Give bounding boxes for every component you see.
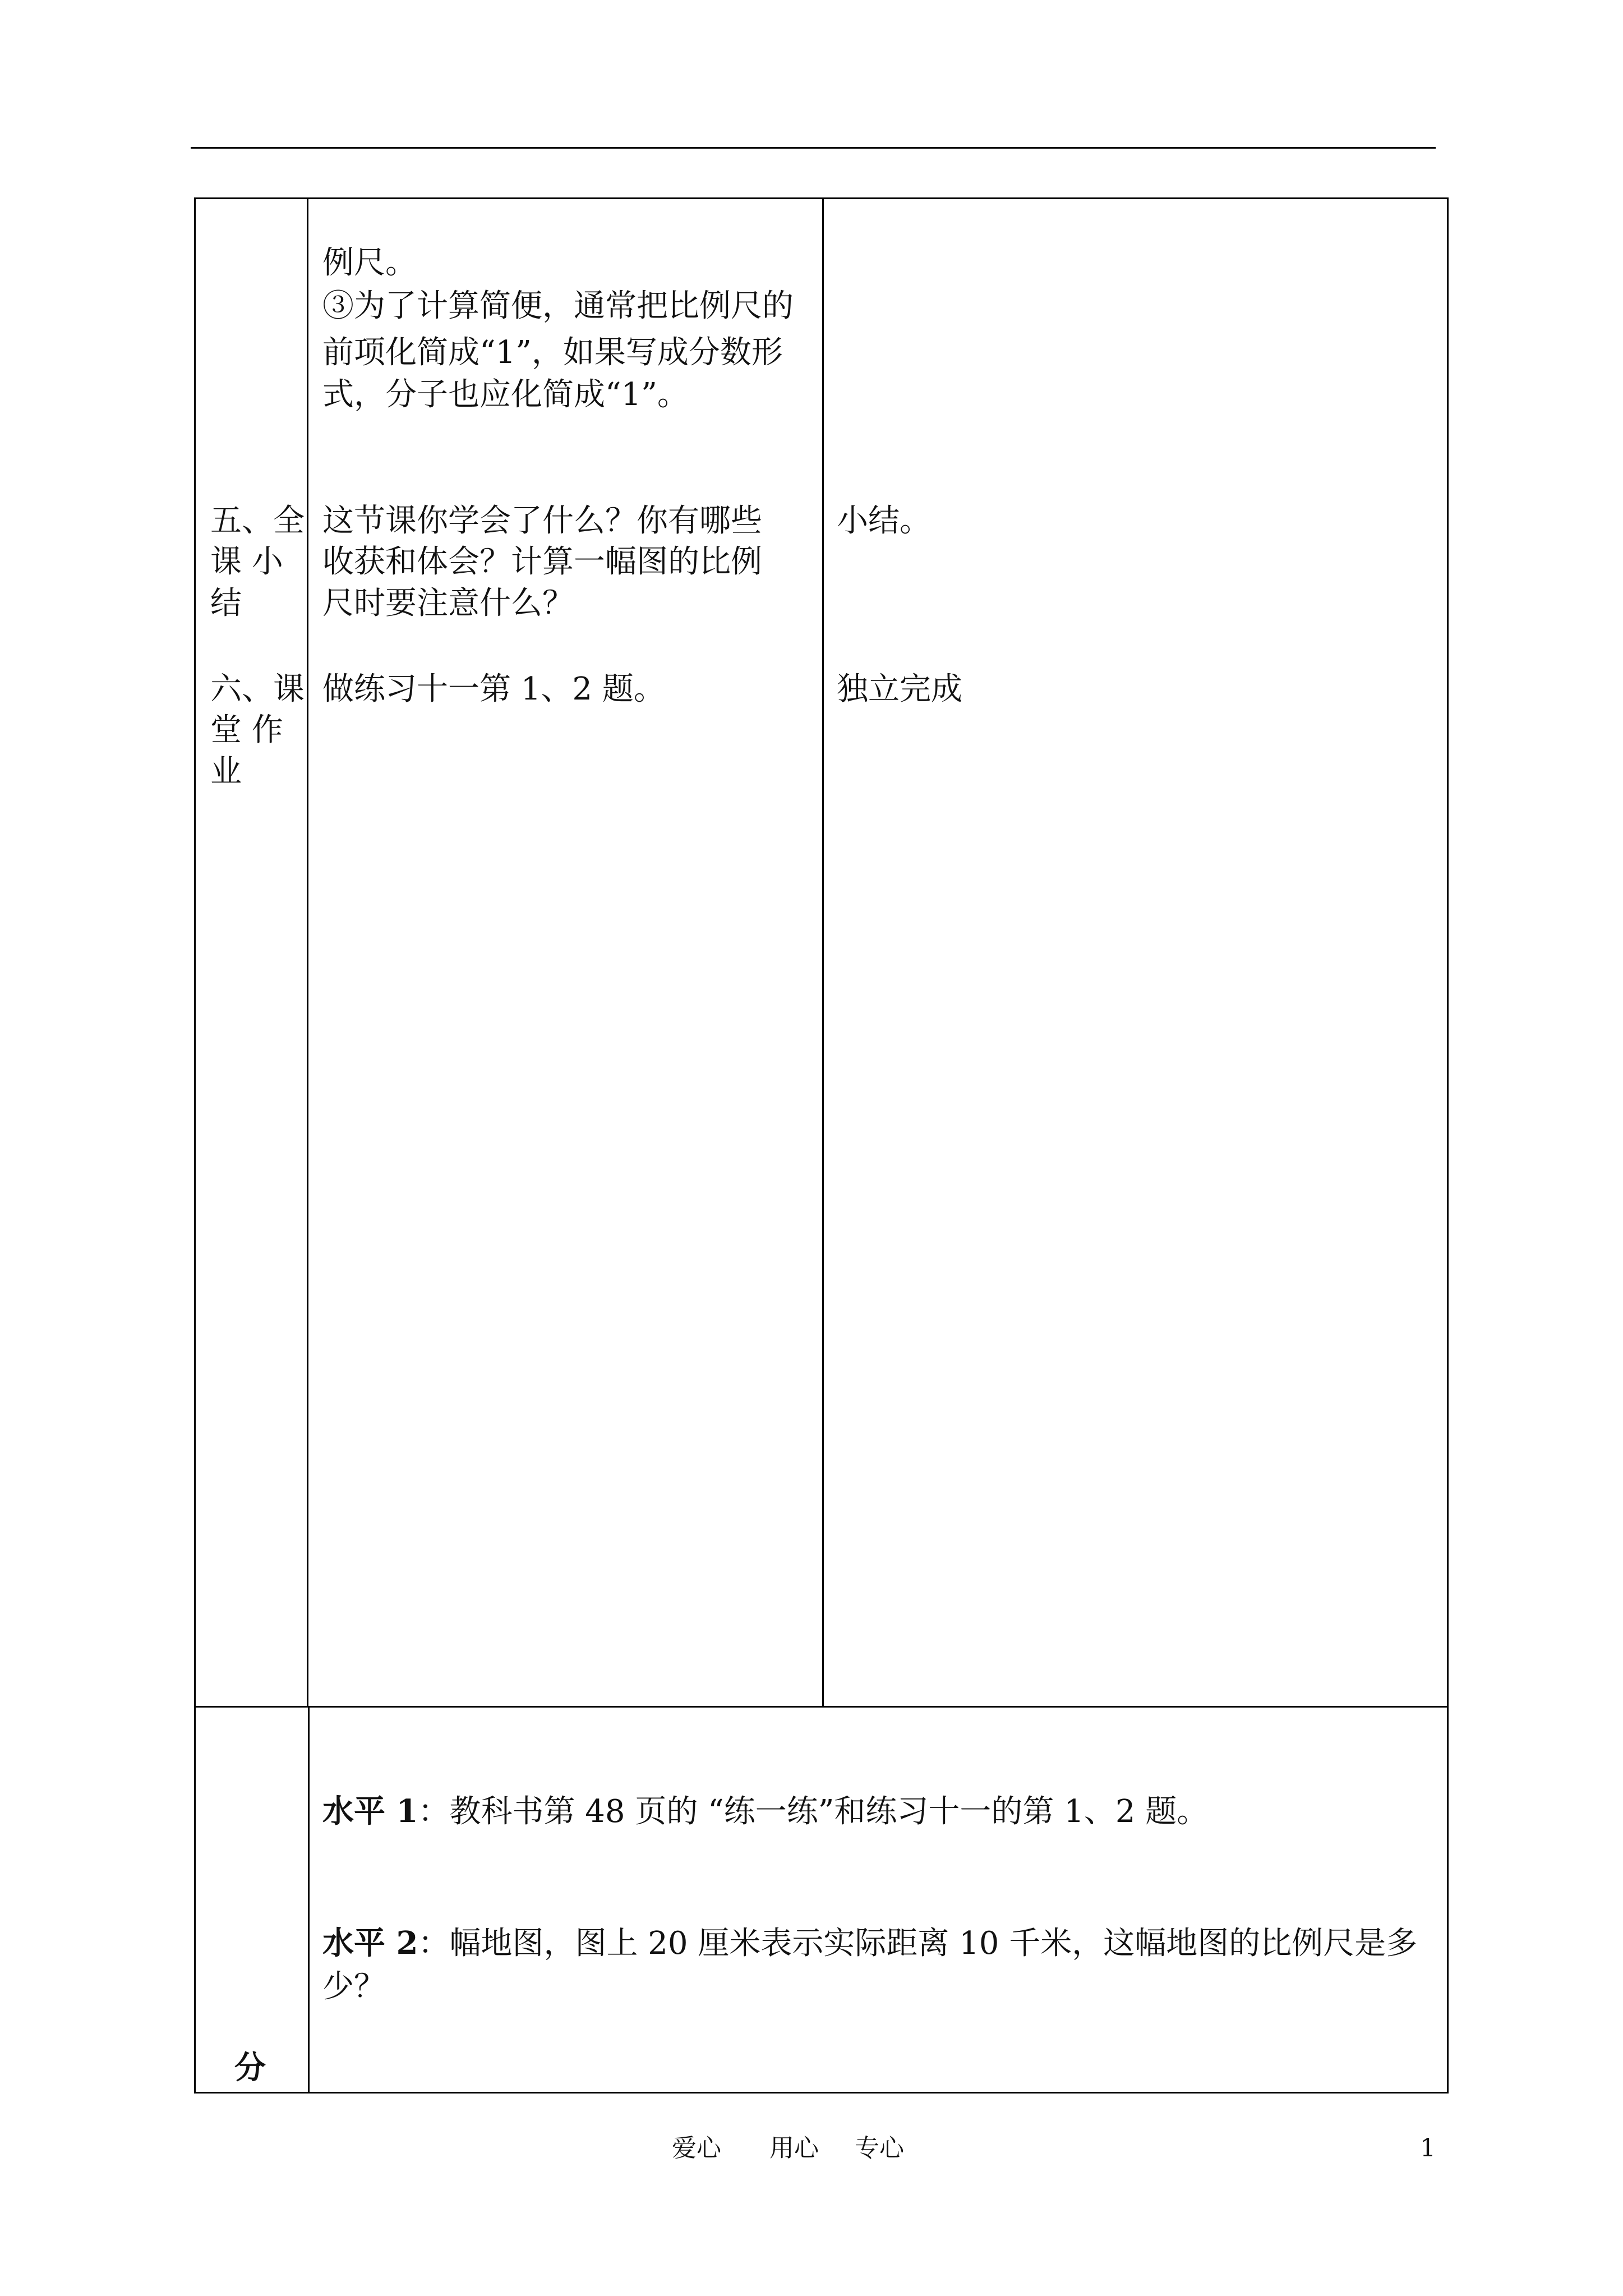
- page-number: 1: [1420, 2134, 1436, 2162]
- level1-label: 水平 1: [322, 1793, 418, 1830]
- level2-label: 水平 2: [322, 1925, 418, 1962]
- section6-label-line2: 堂 作: [210, 712, 283, 748]
- footer-motto-1: 爱心: [672, 2134, 721, 2162]
- summary-question-line1: 这节课你学会了什么？你有哪些: [322, 503, 762, 539]
- table-row-divider: [194, 1706, 1448, 1708]
- level2-text-line1: ：幅地图，图上 20 厘米表示实际距离 10 千米，这幅地图的比例尺是多: [418, 1925, 1418, 1962]
- lower-col-divider: [308, 1706, 310, 2093]
- level1-text: ：教科书第 48 页的 “练一练”和练习十一的第 1、2 题。: [418, 1793, 1209, 1830]
- header-rule: [191, 147, 1436, 149]
- independent-note: 独立完成: [837, 671, 962, 707]
- homework-text: 做练习十一第 1、2 题。: [322, 671, 665, 707]
- content-line-3: 前项化简成“1”，如果写成分数形: [322, 334, 783, 371]
- section6-label-line1: 六、课: [210, 671, 305, 707]
- level2-text-line2: 少？: [322, 1968, 385, 2005]
- table-bottom-border: [194, 2092, 1448, 2093]
- summary-note: 小结。: [837, 503, 931, 539]
- footer-motto-2: 用心: [769, 2134, 819, 2162]
- table-col2-divider: [822, 197, 824, 1707]
- summary-question-line3: 尺时要注意什么？: [322, 585, 574, 622]
- level2-row: [322, 1918, 1417, 1968]
- table-col1-divider: [307, 197, 308, 1707]
- level1-row: [322, 1787, 1208, 1837]
- table-left-border: [194, 197, 196, 2093]
- content-line-2: ③为了计算简便，通常把比例尺的: [322, 288, 794, 324]
- lower-left-label: 分: [234, 2049, 266, 2086]
- section6-label-line3: 业: [210, 753, 242, 790]
- section5-label-line1: 五、全: [210, 503, 305, 539]
- footer-motto-3: 专心: [855, 2134, 904, 2162]
- content-line-4: 式，分子也应化简成“1”。: [322, 376, 689, 413]
- section5-label-line3: 结: [210, 585, 242, 622]
- table-top-border: [194, 197, 1448, 199]
- table-right-border: [1447, 197, 1449, 2093]
- content-line-1: 例尺。: [322, 245, 417, 281]
- section5-label-line2: 课 小: [210, 544, 283, 580]
- summary-question-line2: 收获和体会？计算一幅图的比例: [322, 544, 762, 580]
